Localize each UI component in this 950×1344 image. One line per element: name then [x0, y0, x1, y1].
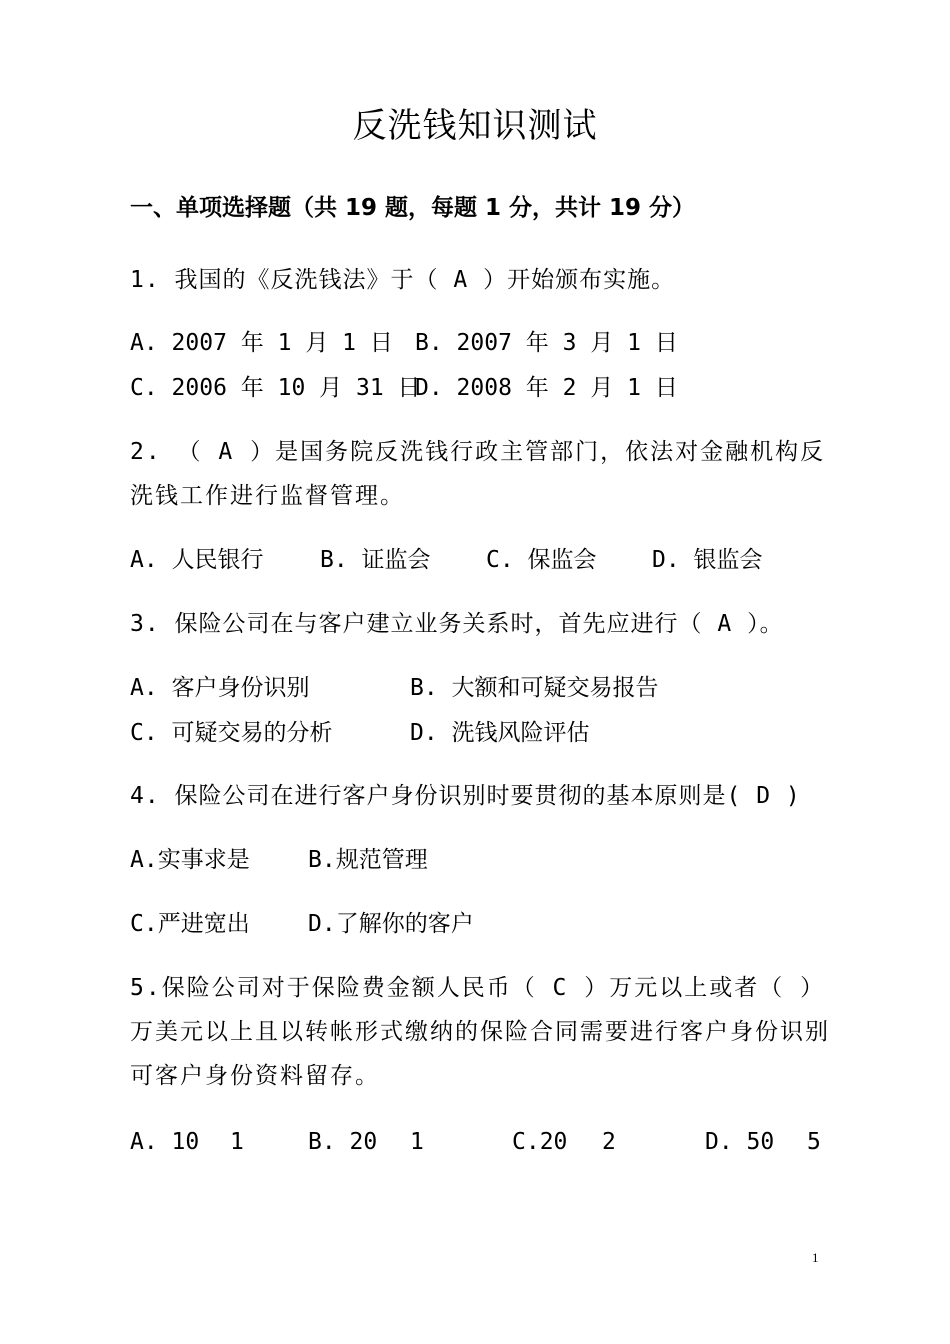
question-1-options-row-2 [130, 370, 830, 406]
question-5-option-b: B. 20 [308, 1129, 378, 1155]
question-5-stem: 5.保险公司对于保险费金额人民币（ C ）万元以上或者（ ）万美元以上且以转帐形式缴纳的保险合同需要进行客户身份识别可客户身份资料留存。 [130, 975, 830, 1089]
question-2-option-a: A. 人民银行 [130, 547, 264, 573]
page-number: 1 [812, 1250, 819, 1265]
question-1-option-b: B. 2007 年 3 月 1 日 [415, 330, 678, 356]
question-5-option-c: C.20 [512, 1129, 568, 1155]
question-2-option-c: C. 保监会 [486, 547, 597, 573]
question-5-option-c-second: 2 [602, 1129, 616, 1155]
question-1-option-d: D. 2008 年 2 月 1 日 [415, 375, 678, 401]
question-4-option-b: B.规范管理 [308, 847, 428, 873]
question-2-stem: 2. （ A ）是国务院反洗钱行政主管部门，依法对金融机构反洗钱工作进行监督管理。 [130, 439, 826, 509]
question-4-option-d: D.了解你的客户 [308, 911, 474, 937]
question-5-option-d-second: 5 [807, 1129, 821, 1155]
question-5-option-d: D. 50 [705, 1129, 775, 1155]
question-3-options-row-1 [130, 670, 830, 706]
section-heading: 一、单项选择题（共 19 题，每题 1 分，共计 19 分） [130, 195, 696, 221]
question-5-option-a: A. 10 [130, 1129, 200, 1155]
question-2-options [130, 542, 830, 578]
question-3-stem: 3. 保险公司在与客户建立业务关系时，首先应进行（ A ）。 [130, 611, 784, 637]
question-3-option-c: C. 可疑交易的分析 [130, 720, 333, 746]
question-4-options-row-2 [130, 906, 830, 942]
question-3-option-b: B. 大额和可疑交易报告 [410, 675, 659, 701]
question-3-options-row-2 [130, 715, 830, 751]
question-4-options-row-1 [130, 842, 830, 878]
question-4-option-c: C.严进宽出 [130, 911, 250, 937]
question-3-option-a: A. 客户身份识别 [130, 675, 310, 701]
question-5-options [130, 1124, 830, 1160]
question-1-stem: 1. 我国的《反洗钱法》于（ A ）开始颁布实施。 [130, 267, 676, 293]
question-4-option-a: A.实事求是 [130, 847, 250, 873]
question-1-option-a: A. 2007 年 1 月 1 日 [130, 330, 393, 356]
question-2-option-b: B. 证监会 [320, 547, 431, 573]
question-1-option-c: C. 2006 年 10 月 31 日 [130, 375, 421, 401]
question-1-options-row-1 [130, 325, 830, 361]
question-3-option-d: D. 洗钱风险评估 [410, 720, 590, 746]
page-title: 反洗钱知识测试 [352, 106, 598, 146]
question-4-stem: 4. 保险公司在进行客户身份识别时要贯彻的基本原则是( D ) [130, 783, 801, 809]
question-5-option-b-second: 1 [410, 1129, 424, 1155]
question-5-option-a-second: 1 [230, 1129, 244, 1155]
question-2-option-d: D. 银监会 [652, 547, 763, 573]
